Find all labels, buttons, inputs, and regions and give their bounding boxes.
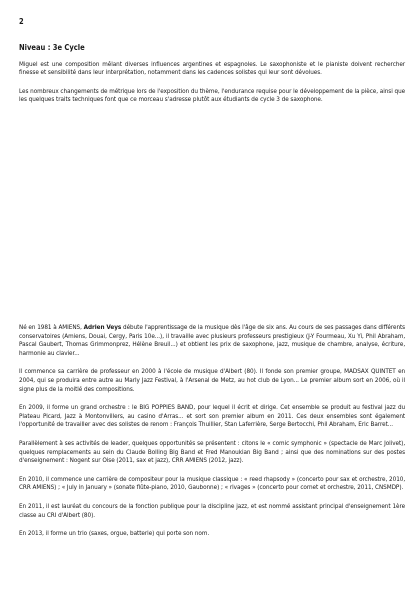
biography-paragraph-big-band: En 2009, il forme un grand orchestre : le BIG POPPIES BAND, pour lequel il écrit et dirige. Cet ensemble se produit au festival jazz du Plateau Picard, Jazz à Montonvillers, au casino d'Arras... et sort son premier album en 2011. Ces deux ensembles sont également l'opportunité de travailler avec des solistes de renom : François Thuillier, Stan Laferrière, Serge Bertocchi, Phil Abraham, Eric Barret... (19, 403, 406, 429)
biography-paragraph-laureate: En 2011, il est lauréat du concours de la fonction publique pour la discipline jazz, et est nommé assistant principal d'enseignement 1ère classe au CRI d'Albert (80). (19, 501, 406, 519)
page-number: 2 (19, 17, 24, 26)
biography-paragraph-teaching: Il commence sa carrière de professeur en 2000 à l'école de musique d'Albert (80). Il fonde son premier groupe, MADSAX QUINTET en 2004, qui se produira entre autre au Marly Jazz Festival, à l'Arsenal de Metz, au hot club de Lyon... Le premier album sort en 2006, où il signe plus de la moitié des compositions. (19, 367, 406, 393)
biography-intro-after: débute l'apprentissage de la musique dès l'âge de six ans. Au cours de ses passages dans différents conservatoires (Amiens, Douai, Cergy, Paris 10e...), il travaille avec plusieurs professeurs prestigieux (J-Y Fourmeau, Xu Yi, Phil Abraham, Pascal Gaubert, Thomas Grimmonprez, Hélène Breuil...) et obtient les prix de saxophone, jazz, musique de chambre, analyse, écriture, harmonie au clavier... (19, 323, 406, 357)
composer-name: Adrien Veys (83, 323, 122, 331)
biography-paragraph-composer: En 2010, il commence une carrière de compositeur pour la musique classique : « reed rhapsody » (concerto pour sax et orchestre, 2010, CRR AMIENS) ; « July in January » (sonate flûte-piano, 2010, Gaubonne) ; « rivages » (concerto pour cornet et orchestre, 2011, CNSMDP). (19, 474, 406, 492)
biography-paragraph-trio: En 2013, il forme un trio (saxes, orgue, batterie) qui porte son nom. (19, 529, 210, 538)
biography-paragraph-leader: Parallèlement à ses activités de leader, quelques opportunités se présentent : citons le « comic symphonic » (spectacle de Marc Jolivet), quelques remplacements au sein du Claude Bolling Big Band et Fred Manoukian Big Band ; ainsi que des nominations sur des postes d'enseignement : Nogent sur Oise (2011, sax et jazz), CRR AMIENS (2012, jazz). (19, 438, 406, 465)
level-section (19, 44, 405, 114)
biography-section (19, 323, 405, 548)
level-paragraph-composition: Miguel est une composition mêlant diverses influences argentines et espagnoles. Le saxophoniste et le pianiste doivent rechercher finesse et sensibilité dans leur interprétation, notamment dans les cadences solistes qui leur sont dévolues. (19, 59, 406, 77)
biography-intro-before: Né en 1981 à AMIENS, (19, 323, 84, 331)
level-paragraph-difficulty: Les nombreux changements de métrique lors de l'exposition du thème, l'endurance requise pour le développement de la pièce, ainsi que les quelques traits techniques font que ce morceau s'adresse plutôt aux étudiants de cycle 3 de saxophone. (19, 86, 406, 104)
level-title: Niveau : 3e Cycle (19, 43, 85, 52)
biography-intro (19, 323, 405, 357)
